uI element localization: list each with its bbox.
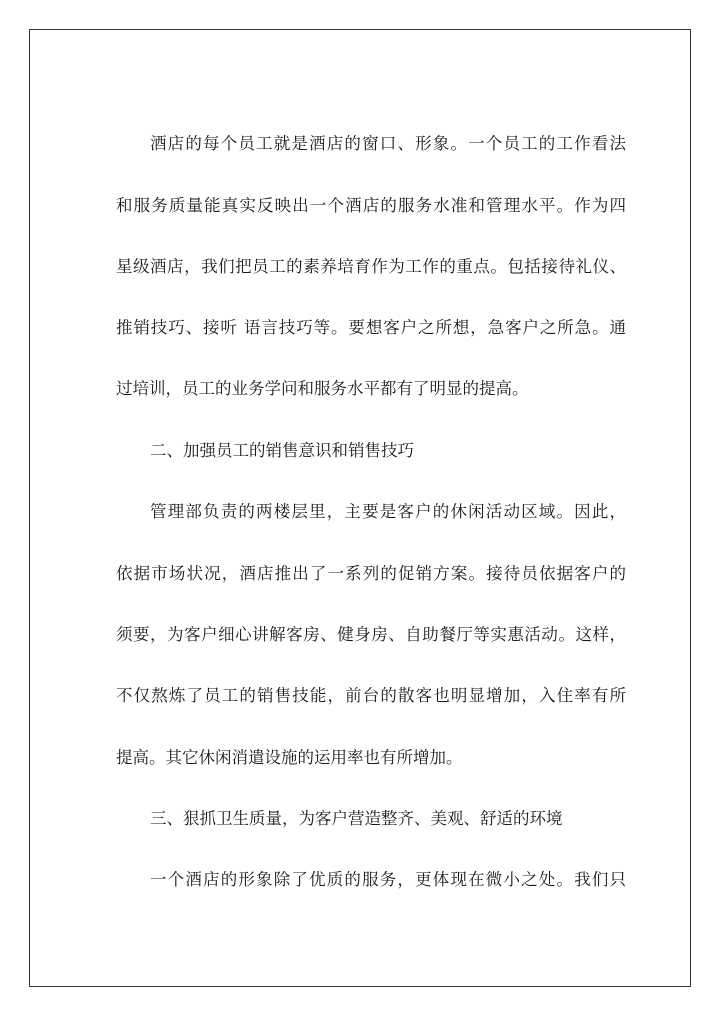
paragraph-line-4: 推销技巧、接听 语言技巧等。要想客户之所想，急客户之所急。通 (116, 318, 626, 337)
paragraph-line-1: 酒店的每个员工就是酒店的窗口、形象。一个员工的工作看法 (150, 134, 626, 153)
paragraph-line-6: 管理部负责的两楼层里，主要是客户的休闲活动区域。因此， (150, 502, 626, 521)
paragraph-line-2: 和服务质量能真实反映出一个酒店的服务水准和管理水平。作为四 (116, 196, 626, 215)
paragraph-line-3: 星级酒店，我们把员工的素养培育作为工作的重点。包括接待礼仪、 (116, 257, 626, 276)
paragraph-line-10: 提高。其它休闲消遣设施的运用率也有所增加。 (116, 748, 463, 767)
section-heading-3: 三、狠抓卫生质量，为客户营造整齐、美观、舒适的环境 (150, 809, 563, 828)
paragraph-line-9: 不仅熬炼了员工的销售技能，前台的散客也明显增加，入住率有所 (116, 686, 626, 705)
paragraph-line-5: 过培训，员工的业务学问和服务水平都有了明显的提高。 (116, 379, 529, 398)
paragraph-line-8: 须要，为客户细心讲解客房、健身房、自助餐厅等实惠活动。这样， (116, 625, 626, 644)
paragraph-line-11: 一个酒店的形象除了优质的服务，更体现在微小之处。我们只 (150, 870, 626, 889)
paragraph-line-7: 依据市场状况，酒店推出了一系列的促销方案。接待员依据客户的 (116, 564, 626, 583)
section-heading-2: 二、加强员工的销售意识和销售技巧 (150, 441, 414, 460)
